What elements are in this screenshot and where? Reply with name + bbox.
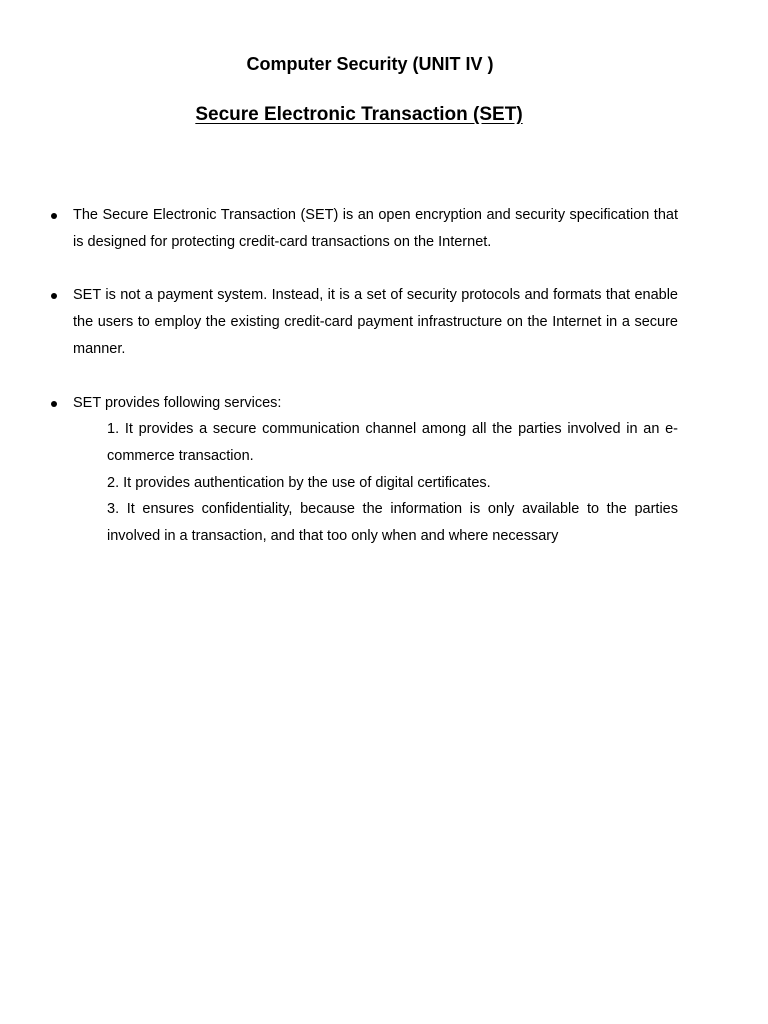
bullet-list (50, 202, 678, 577)
bullet-text: SET provides following services: (73, 394, 282, 411)
bullet-text: SET is not a payment system. Instead, it is a set of security protocols and formats that enable the users to employ the existing credit-card payment infrastructure on the Internet in a secure manner. (73, 287, 678, 357)
bullet-icon (51, 213, 57, 219)
bullet-item (50, 202, 678, 255)
services-list (73, 416, 678, 550)
bullet-text: The Secure Electronic Transaction (SET) is an open encryption and security specification that is designed for protecting credit-card transactions on the Internet. (73, 207, 678, 250)
bullet-icon (51, 293, 57, 299)
service-item: 3. It ensures confidentiality, because the information is only available to the parties involved in a transaction, and that too only when and where necessary (107, 501, 678, 545)
service-item: 1. It provides a secure communication channel among all the parties involved in an e-commerce transaction. (107, 421, 678, 464)
service-item: 2. It provides authentication by the use of digital certificates. (107, 474, 491, 491)
bullet-item (50, 390, 678, 550)
bullet-icon (51, 401, 57, 407)
page-title: Secure Electronic Transaction (SET) (195, 104, 523, 125)
bullet-item (50, 282, 678, 362)
course-title: Computer Security (UNIT IV ) (246, 54, 494, 74)
